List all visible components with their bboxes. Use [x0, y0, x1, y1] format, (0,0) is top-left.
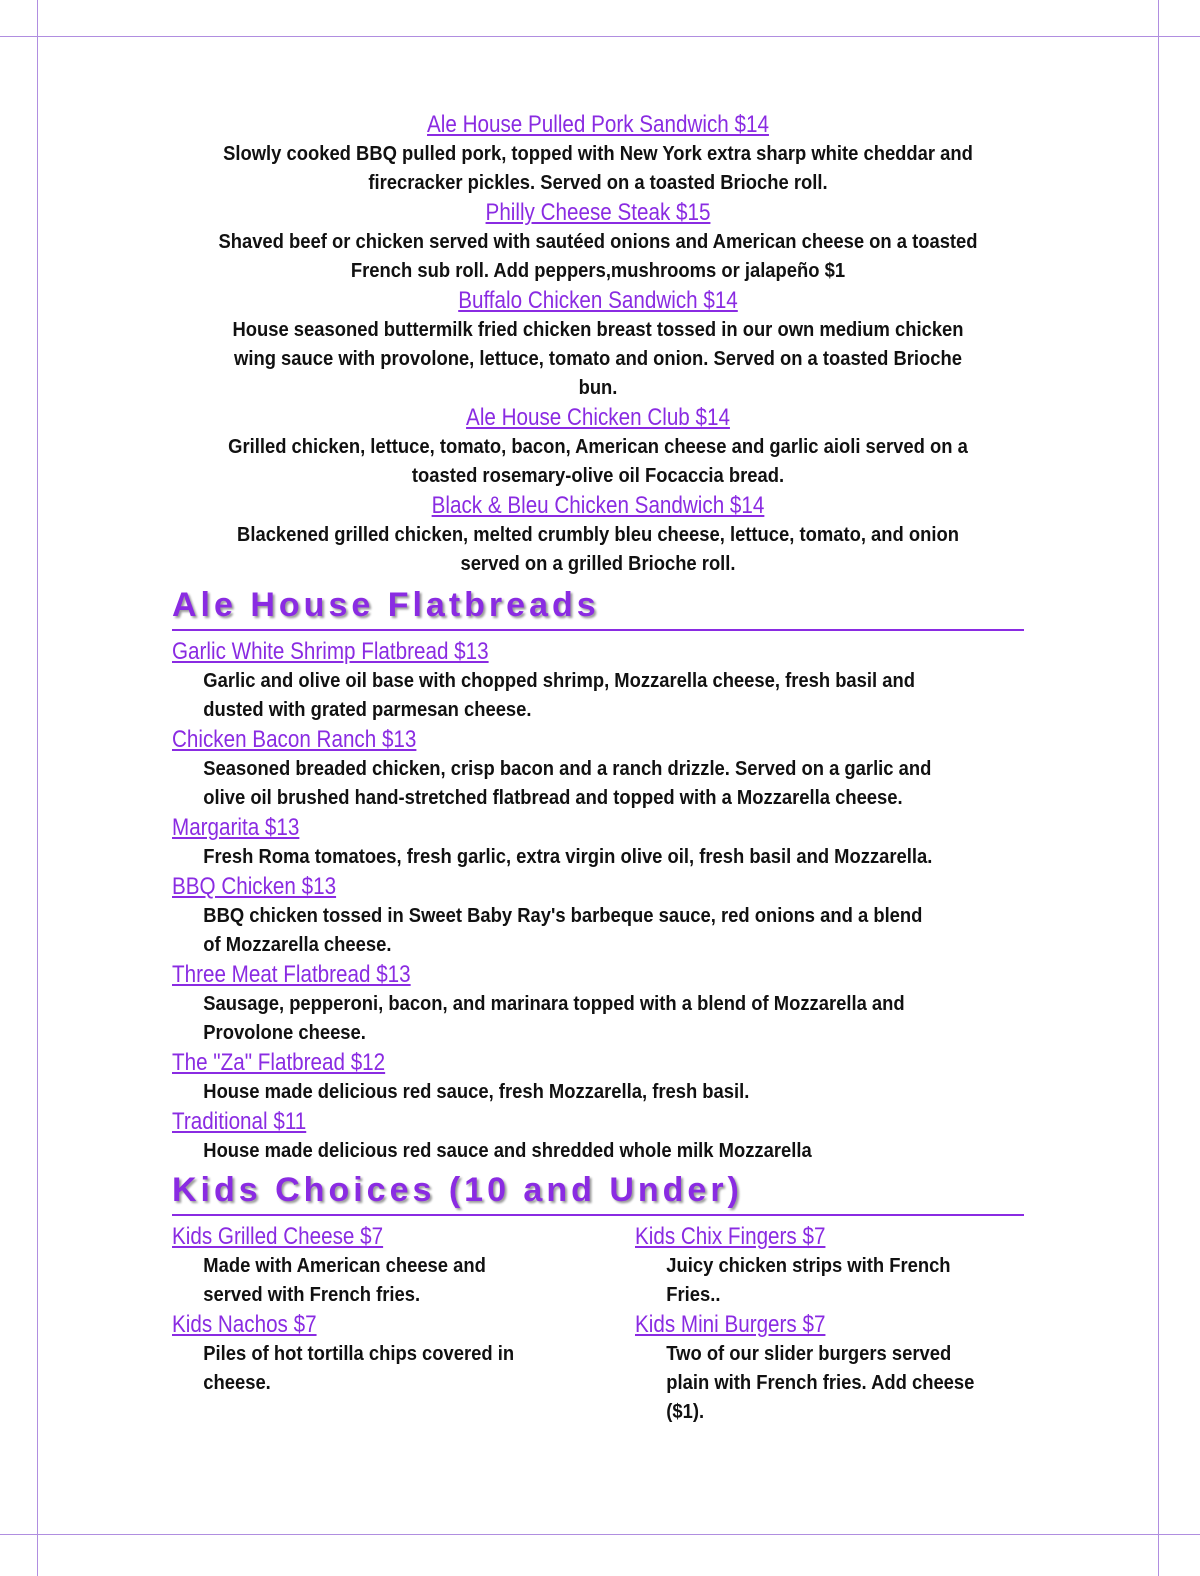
item-description-line: Blackened grilled chicken, melted crumbly bleu cheese, lettuce, tomato, and onion — [237, 524, 959, 546]
item-description-line: olive oil brushed hand-stretched flatbread and topped with a Mozzarella cheese. — [203, 787, 903, 809]
item-title: BBQ Chicken $13 — [172, 873, 337, 900]
menu-item — [172, 403, 1024, 491]
kids-heading: Kids Choices (10 and Under) — [172, 1170, 1024, 1216]
item-title: Kids Nachos $7 — [172, 1311, 317, 1338]
menu-item — [172, 1310, 635, 1398]
item-title: Kids Grilled Cheese $7 — [172, 1223, 384, 1250]
item-description-line: plain with French fries. Add cheese — [666, 1372, 975, 1394]
menu-item — [635, 1222, 1024, 1310]
menu-item — [172, 286, 1024, 403]
flatbreads-heading: Ale House Flatbreads — [172, 585, 1024, 631]
flatbreads-section — [172, 637, 1024, 1166]
guide-line-left — [37, 0, 38, 1576]
menu-item — [172, 110, 1024, 198]
item-description-line: Provolone cheese. — [203, 1022, 366, 1044]
menu-item — [172, 813, 1024, 872]
item-description-line: Grilled chicken, lettuce, tomato, bacon, American cheese and garlic aioli served on a — [228, 436, 968, 458]
item-description-line: Two of our slider burgers served — [666, 1343, 952, 1365]
guide-line-top — [0, 36, 1200, 37]
item-description-line: Piles of hot tortilla chips covered in — [203, 1343, 515, 1365]
menu-item — [172, 1048, 1024, 1107]
item-description-line: wing sauce with provolone, lettuce, tomato and onion. Served on a toasted Brioche — [234, 348, 962, 370]
item-description-line: French sub roll. Add peppers,mushrooms or jalapeño $1 — [350, 260, 846, 282]
item-description-line: BBQ chicken tossed in Sweet Baby Ray's barbeque sauce, red onions and a blend — [203, 905, 923, 927]
item-title: Chicken Bacon Ranch $13 — [172, 726, 417, 753]
kids-column-left — [172, 1222, 635, 1427]
item-title: Philly Cheese Steak $15 — [485, 199, 711, 226]
item-description-line: firecracker pickles. Served on a toasted Brioche roll. — [368, 172, 828, 194]
item-title: Kids Mini Burgers $7 — [635, 1311, 826, 1338]
item-title: Kids Chix Fingers $7 — [635, 1223, 826, 1250]
item-description-line: dusted with grated parmesan cheese. — [203, 699, 532, 721]
sandwiches-section — [172, 110, 1024, 579]
item-description-line: Seasoned breaded chicken, crisp bacon and a ranch drizzle. Served on a garlic and — [203, 758, 932, 780]
item-title: Ale House Pulled Pork Sandwich $14 — [427, 111, 769, 138]
item-title: Three Meat Flatbread $13 — [172, 961, 411, 988]
item-title: Margarita $13 — [172, 814, 300, 841]
item-description-line: bun. — [578, 377, 618, 399]
item-description-line: cheese. — [203, 1372, 271, 1394]
item-description-line: Fresh Roma tomatoes, fresh garlic, extra virgin olive oil, fresh basil and Mozzarella. — [203, 846, 933, 868]
item-description-line: toasted rosemary-olive oil Focaccia bread. — [411, 465, 785, 487]
menu-item — [172, 872, 1024, 960]
item-description-line: Fries.. — [666, 1284, 721, 1306]
item-description-line: Sausage, pepperoni, bacon, and marinara topped with a blend of Mozzarella and — [203, 993, 905, 1015]
menu-item — [172, 637, 1024, 725]
item-description-line: House seasoned buttermilk fried chicken breast tossed in our own medium chicken — [232, 319, 964, 341]
kids-section — [172, 1222, 1024, 1427]
menu-item — [172, 725, 1024, 813]
item-description-line: served on a grilled Brioche roll. — [460, 553, 736, 575]
item-description-line: Slowly cooked BBQ pulled pork, topped with New York extra sharp white cheddar and — [223, 143, 973, 165]
menu-item — [172, 1107, 1024, 1166]
item-description-line: House made delicious red sauce and shredded whole milk Mozzarella — [203, 1140, 812, 1162]
menu-item — [172, 960, 1024, 1048]
menu-item — [172, 491, 1024, 579]
menu-item — [172, 1222, 635, 1310]
item-description-line: served with French fries. — [203, 1284, 421, 1306]
item-description-line: House made delicious red sauce, fresh Mozzarella, fresh basil. — [203, 1081, 750, 1103]
item-title: Buffalo Chicken Sandwich $14 — [458, 287, 738, 314]
item-title: Ale House Chicken Club $14 — [466, 404, 730, 431]
item-title: Black & Bleu Chicken Sandwich $14 — [431, 492, 765, 519]
kids-column-right — [635, 1222, 1024, 1427]
menu-item — [172, 198, 1024, 286]
item-description-line: of Mozzarella cheese. — [203, 934, 392, 956]
menu-page — [172, 110, 1024, 1427]
item-title: Garlic White Shrimp Flatbread $13 — [172, 638, 489, 665]
guide-line-right — [1158, 0, 1159, 1576]
guide-line-bottom — [0, 1534, 1200, 1535]
item-title: The "Za" Flatbread $12 — [172, 1049, 386, 1076]
item-description-line: Garlic and olive oil base with chopped shrimp, Mozzarella cheese, fresh basil and — [203, 670, 915, 692]
item-description-line: ($1). — [666, 1401, 705, 1423]
item-description-line: Juicy chicken strips with French — [666, 1255, 951, 1277]
item-title: Traditional $11 — [172, 1108, 307, 1135]
item-description-line: Shaved beef or chicken served with sautéed onions and American cheese on a toasted — [218, 231, 978, 253]
item-description-line: Made with American cheese and — [203, 1255, 486, 1277]
menu-item — [635, 1310, 1024, 1427]
